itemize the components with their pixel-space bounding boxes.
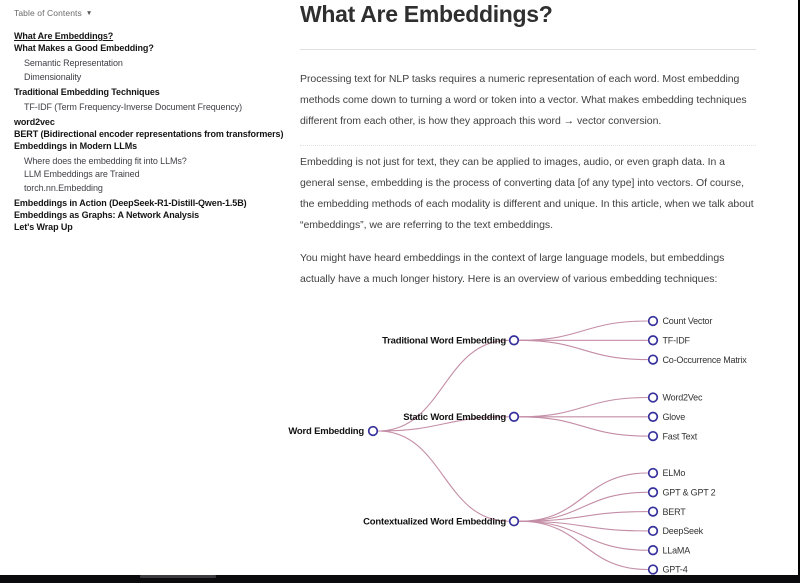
- toc-item[interactable]: word2vec: [14, 116, 55, 127]
- article-paragraph-1: Processing text for NLP tasks requires a numeric representation of each word. Most embedding methods come down to turning a word or token into a vector. What makes embedding techniques different from each other, is how they approach this word → vector conversion.: [300, 73, 747, 127]
- tree-node: [649, 469, 658, 478]
- tree-leaf-label: Count Vector: [662, 316, 713, 327]
- tree-node: [649, 432, 658, 441]
- article: [300, 0, 756, 290]
- tree-node: [649, 546, 658, 555]
- toc-item[interactable]: Semantic Representation: [24, 58, 123, 68]
- toc-item[interactable]: Embeddings in Modern LLMs: [14, 140, 137, 151]
- tree-node: [649, 336, 658, 345]
- toc-item[interactable]: torch.nn.Embedding: [24, 182, 103, 193]
- toc-item[interactable]: What Makes a Good Embedding?: [14, 43, 154, 53]
- tree-leaf-label: Word2Vec: [662, 392, 703, 403]
- tree-node: [510, 517, 519, 526]
- toc-item[interactable]: Let's Wrap Up: [14, 221, 73, 232]
- tree-leaf-label: Glove: [662, 412, 686, 422]
- divider-dotted: [300, 145, 756, 146]
- toc-item[interactable]: Traditional Embedding Techniques: [14, 86, 160, 97]
- toc-item[interactable]: Where does the embedding fit into LLMs?: [24, 155, 187, 166]
- toc-item[interactable]: Dimensionality: [24, 71, 82, 82]
- tree-node: [369, 427, 378, 436]
- toc-item[interactable]: Embeddings in Action (DeepSeek-R1-Distill-Qwen-1.5B): [14, 197, 247, 208]
- tree-branch-label: Contextualized Word Embedding: [363, 516, 506, 528]
- tree-link: [519, 340, 647, 359]
- toc-header-label: Table of Contents: [14, 8, 82, 18]
- tree-branch-label: Static Word Embedding: [403, 412, 506, 423]
- tree-leaf-label: TF-IDF: [662, 335, 690, 346]
- table-of-contents: [0, 0, 292, 233]
- toc-item[interactable]: Embeddings as Graphs: A Network Analysis: [14, 209, 200, 220]
- tree-node: [649, 507, 658, 516]
- tree-leaf-label: LLaMA: [662, 545, 691, 556]
- tree-link: [519, 521, 647, 569]
- divider: [300, 49, 756, 50]
- toc-header-toggle[interactable]: [14, 8, 286, 18]
- tree-leaf-label: BERT: [662, 506, 686, 517]
- bottom-bar: [0, 575, 800, 583]
- tree-node: [510, 413, 519, 422]
- tree-leaf-label: Fast Text: [662, 431, 698, 442]
- tree-node: [649, 317, 658, 326]
- tree-link: [519, 321, 647, 340]
- tree-link: [519, 398, 647, 417]
- tree-leaf-label: DeepSeek: [662, 526, 703, 537]
- tree-link: [519, 417, 647, 436]
- chevron-down-icon: ▼: [85, 10, 93, 17]
- tree-leaf-label: ELMo: [662, 468, 686, 479]
- tree-node: [649, 393, 658, 402]
- toc-list: [14, 31, 286, 233]
- tree-node: [649, 488, 658, 497]
- tree-branch-label: Traditional Word Embedding: [382, 335, 506, 347]
- article-paragraph-2: Embedding is not just for text, they can be applied to images, audio, or even graph data. In a general sense, embedding is the process of converting data [of any type] into vectors. Of course, the embedding methods of each modality is different and unique. In this article, when we talk about “embeddings”, we are referring to the text embeddings.: [300, 156, 754, 231]
- article-paragraph-3: You might have heard embeddings in the context of large language models, but embeddings actually have a much longer history. Here is an overview of various embedding techniques:: [300, 252, 725, 285]
- embedding-techniques-tree-diagram: [288, 300, 762, 581]
- tree-leaf-label: Co-Occurrence Matrix: [662, 354, 747, 365]
- tree-link: [378, 431, 508, 521]
- tree-branch-label: Word Embedding: [288, 426, 364, 438]
- tree-node: [649, 413, 658, 422]
- tree-node: [510, 336, 519, 345]
- tree-node: [649, 355, 658, 364]
- horizontal-scrollbar-thumb[interactable]: [140, 575, 216, 578]
- tree-node: [649, 565, 658, 574]
- toc-item[interactable]: What Are Embeddings?: [14, 31, 114, 41]
- tree-leaf-label: GPT & GPT 2: [662, 487, 716, 498]
- tree-node: [649, 527, 658, 536]
- toc-item[interactable]: BERT (Bidirectional encoder representations from transformers): [14, 128, 284, 139]
- toc-item[interactable]: TF-IDF (Term Frequency-Inverse Document Frequency): [24, 101, 243, 112]
- tree-leaf-label: GPT-4: [662, 564, 688, 575]
- tree-link: [519, 473, 647, 521]
- page-title: What Are Embeddings?: [300, 1, 553, 27]
- toc-item[interactable]: LLM Embeddings are Trained: [24, 169, 140, 179]
